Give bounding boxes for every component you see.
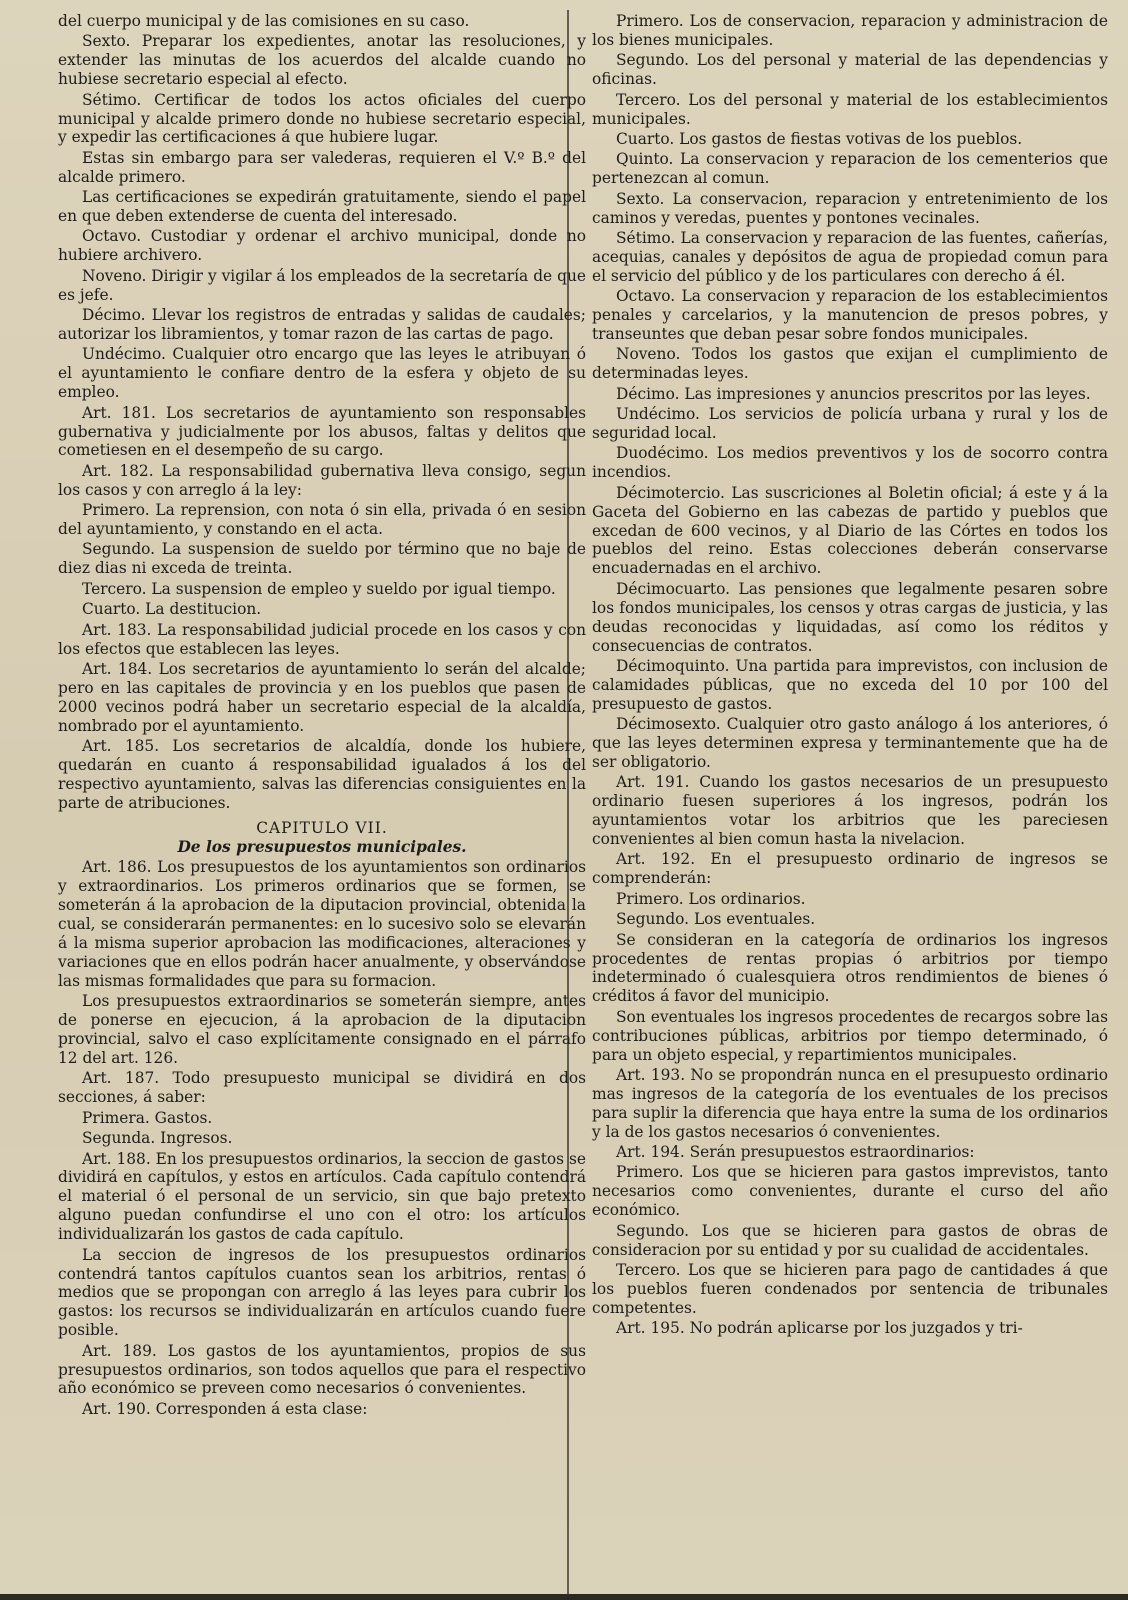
paragraph: Quinto. La conservacion y reparacion de los cementerios que pertenezcan al comun.	[592, 150, 1108, 188]
paragraph: Art. 182. La responsabilidad gubernativa lleva consigo, segun los casos y con arreglo á la ley:	[58, 461, 586, 499]
paragraph: Art. 192. En el presupuesto ordinario de ingresos se comprenderán:	[592, 850, 1108, 888]
paragraph: Se consideran en la categoría de ordinarios los ingresos procedentes de rentas propias ó arbitrios por tiempo indeterminado ó cualesquiera otros rendimientos de bienes ó créditos á favor del municipio.	[592, 930, 1108, 1006]
paragraph: Art. 194. Serán presupuestos estraordinarios:	[616, 1143, 975, 1162]
paragraph: Segundo. Los eventuales.	[616, 910, 816, 929]
paragraph: Segunda. Ingresos.	[82, 1129, 233, 1148]
paragraph: Art. 195. No podrán aplicarse por los juzgados y tri-	[616, 1319, 1023, 1338]
paragraph: Art. 191. Cuando los gastos necesarios de un presupuesto ordinario fuesen superiores á los ingresos, podrán los ayuntamientos votar los arbitrios que les pareciesen convenientes al bien comun hasta la nivelacion.	[592, 773, 1108, 849]
paragraph: Segundo. Los que se hicieren para gastos de obras de consideracion por su entidad y por su cualidad de accidentales.	[592, 1221, 1108, 1259]
paragraph: Décimocuarto. Las pensiones que legalmente pesaren sobre los fondos municipales, los censos y otras cargas de justicia, y las deudas reconocidas y liquidadas, así como los réditos y consecuencias de contratos.	[592, 579, 1108, 655]
paragraph: Décimotercio. Las suscriciones al Boletin oficial; á este y á la Gaceta del Gobierno en las cabezas de partido y pueblos que excedan de 600 vecinos, y al Diario de las Córtes en todos los pueblos del reino. Estas colecciones deberán conservarse encuadernadas en el archivo.	[592, 483, 1108, 578]
paragraph: Cuarto. Los gastos de fiestas votivas de los pueblos.	[616, 129, 1023, 148]
paragraph: La seccion de ingresos de los presupuestos ordinarios contendrá tantos capítulos cuantos sean los arbitrios, rentas ó medios que se propongan con arreglo á las leyes para cubrir los gastos: los recursos se individualizarán en artículos cuando fuere posible.	[58, 1245, 586, 1340]
paragraph: Segundo. La suspension de sueldo por término que no baje de diez dias ni exceda de treinta.	[58, 540, 586, 578]
paragraph: Son eventuales los ingresos procedentes de recargos sobre las contribuciones públicas, arbitrios por tiempo determinado, ó para un objeto especial, y repartimientos municipales.	[592, 1007, 1108, 1064]
paragraph: Octavo. Custodiar y ordenar el archivo municipal, donde no hubiere archivero.	[58, 227, 586, 265]
paragraph: Tercero. Los del personal y material de los establecimientos municipales.	[592, 90, 1108, 128]
paragraph: Noveno. Dirigir y vigilar á los empleados de la secretaría de que es jefe.	[58, 266, 586, 304]
paragraph: Art. 190. Corresponden á esta clase:	[82, 1399, 368, 1418]
paragraph: Art. 189. Los gastos de los ayuntamientos, propios de sus presupuestos ordinarios, son todos aquellos que para el respectivo año económico se preveen como necesarios ó convenientes.	[58, 1341, 586, 1398]
paragraph: Octavo. La conservacion y reparacion de los establecimientos penales y carcelarios, y la manutencion de presos pobres, y transeuntes que deban pesar sobre fondos municipales.	[592, 287, 1108, 343]
paragraph: Sétimo. La conservacion y reparacion de las fuentes, cañerías, acequias, canales y depósitos de agua de propiedad comun para el servicio del público y de los particulares con derecho á él.	[592, 228, 1108, 285]
paragraph: Sétimo. Certificar de todos los actos oficiales del cuerpo municipal y alcalde primero donde no hubiese secretario especial, y expedir las certificaciones á que hubiere lugar.	[58, 90, 586, 147]
paragraph: Art. 181. Los secretarios de ayuntamiento son responsables gubernativa y judicialmente por los abusos, faltas y delitos que cometiesen en el desempeño de su cargo.	[58, 403, 586, 460]
page-bottom-edge	[0, 1594, 1128, 1600]
paragraph: Las certificaciones se expedirán gratuitamente, siendo el papel en que deben extenderse de cuenta del interesado.	[58, 188, 586, 226]
paragraph: Primera. Gastos.	[82, 1108, 213, 1127]
chapter-heading: CAPITULO VII.	[256, 818, 388, 837]
paragraph: Art. 183. La responsabilidad judicial procede en los casos y con los efectos que establecen las leyes.	[58, 620, 586, 658]
paragraph: Décimo. Las impresiones y anuncios prescritos por las leyes.	[616, 384, 1091, 403]
paragraph: Estas sin embargo para ser valederas, requieren el V.º B.º del alcalde primero.	[58, 148, 586, 186]
paragraph: Décimo. Llevar los registros de entradas y salidas de caudales; autorizar los libramientos, y tomar razon de las cartas de pago.	[58, 306, 586, 343]
paragraph: Primero. Los que se hicieren para gastos imprevistos, tanto necesarios como convenientes, durante el curso del año económico.	[592, 1163, 1108, 1220]
paragraph: Sexto. Preparar los expedientes, anotar las resoluciones, y extender las minutas de los acuerdos del alcalde cuando no hubiese secretario especial al efecto.	[58, 32, 586, 89]
paragraph: Sexto. La conservacion, reparacion y entretenimiento de los caminos y veredas, puentes y pontones vecinales.	[592, 189, 1108, 227]
chapter-subtitle: De los presupuestos municipales.	[177, 837, 467, 856]
paragraph: Tercero. La suspension de empleo y sueldo por igual tiempo.	[82, 579, 556, 598]
paragraph: del cuerpo municipal y de las comisiones en su caso.	[58, 12, 470, 30]
paragraph: Duodécimo. Los medios preventivos y los de socorro contra incendios.	[592, 444, 1108, 482]
paragraph: Primero. Los de conservacion, reparacion y administracion de los bienes municipales.	[592, 12, 1108, 49]
paragraph: Los presupuestos extraordinarios se someterán siempre, antes de ponerse en ejecucion, á la aprobacion de la diputacion provincial, salvo el caso explícitamente consignado en el párrafo 12 del art. 126.	[58, 992, 586, 1068]
right-column	[592, 12, 1108, 1340]
paragraph: Décimoquinto. Una partida para imprevistos, con inclusion de calamidades públicas, que no exceda del 10 por 100 del presupuesto de gastos.	[592, 656, 1108, 713]
paragraph: Art. 185. Los secretarios de alcaldía, donde los hubiere, quedarán en cuanto á responsabilidad igualados á los del respectivo ayuntamiento, salvas las diferencias consiguientes en la parte de atribuciones.	[58, 737, 586, 812]
paragraph: Undécimo. Los servicios de policía urbana y rural y los de seguridad local.	[592, 405, 1108, 443]
paragraph: Art. 193. No se propondrán nunca en el presupuesto ordinario mas ingresos de la categoría de los eventuales de los precisos para suplir la diferencia que haya entre la suma de los ordinarios y la de los gastos necesarios ó convenientes.	[592, 1065, 1108, 1141]
paragraph: Primero. La reprension, con nota ó sin ella, privada ó en sesion del ayuntamiento, y constando en el acta.	[58, 501, 586, 539]
paragraph: Noveno. Todos los gastos que exijan el cumplimiento de determinadas leyes.	[592, 345, 1108, 383]
paragraph: Segundo. Los del personal y material de las dependencias y oficinas.	[592, 51, 1108, 89]
paragraph: Art. 187. Todo presupuesto municipal se dividirá en dos secciones, á saber:	[58, 1069, 586, 1107]
paragraph: Art. 184. Los secretarios de ayuntamiento lo serán del alcalde; pero en las capitales de provincia y en los pueblos que pasen de 2000 vecinos podrá haber un secretario especial de la alcaldía, nombrado por el ayuntamiento.	[58, 659, 586, 735]
paragraph: Tercero. Los que se hicieren para pago de cantidades á que los pueblos fueren condenados por sentencia de tribunales competentes.	[592, 1261, 1108, 1317]
paragraph: Art. 188. En los presupuestos ordinarios, la seccion de gastos se dividirá en capítulos, y estos en artículos. Cada capítulo contendrá el material ó el personal de un servicio, sin que bajo pretexto alguno puedan confundirse el uno con el otro: los artículos individualizarán los gastos de cada capítulo.	[58, 1149, 586, 1244]
paragraph: Cuarto. La destitucion.	[82, 600, 262, 619]
paragraph: Décimosexto. Cualquier otro gasto análogo á los anteriores, ó que las leyes determinen expresa y terminantemente que ha de ser obligatorio.	[592, 715, 1108, 771]
paragraph: Undécimo. Cualquier otro encargo que las leyes le atribuyan ó el ayuntamiento le confiare dentro de la esfera y objeto de su empleo.	[58, 345, 586, 402]
paragraph: Art. 186. Los presupuestos de los ayuntamientos son ordinarios y extraordinarios. Los primeros ordinarios que se formen, se someterán á la aprobacion de la diputacion provincial, obtenida la cual, se considerarán permanentes: en lo sucesivo solo se elevarán á la misma superior aprobacion las modificaciones, alteraciones y variaciones que en ellos podrán hacer anualmente, y observándose las mismas formalidades que para su formacion.	[58, 858, 586, 990]
paragraph: Primero. Los ordinarios.	[616, 889, 806, 908]
left-column	[58, 12, 586, 1420]
